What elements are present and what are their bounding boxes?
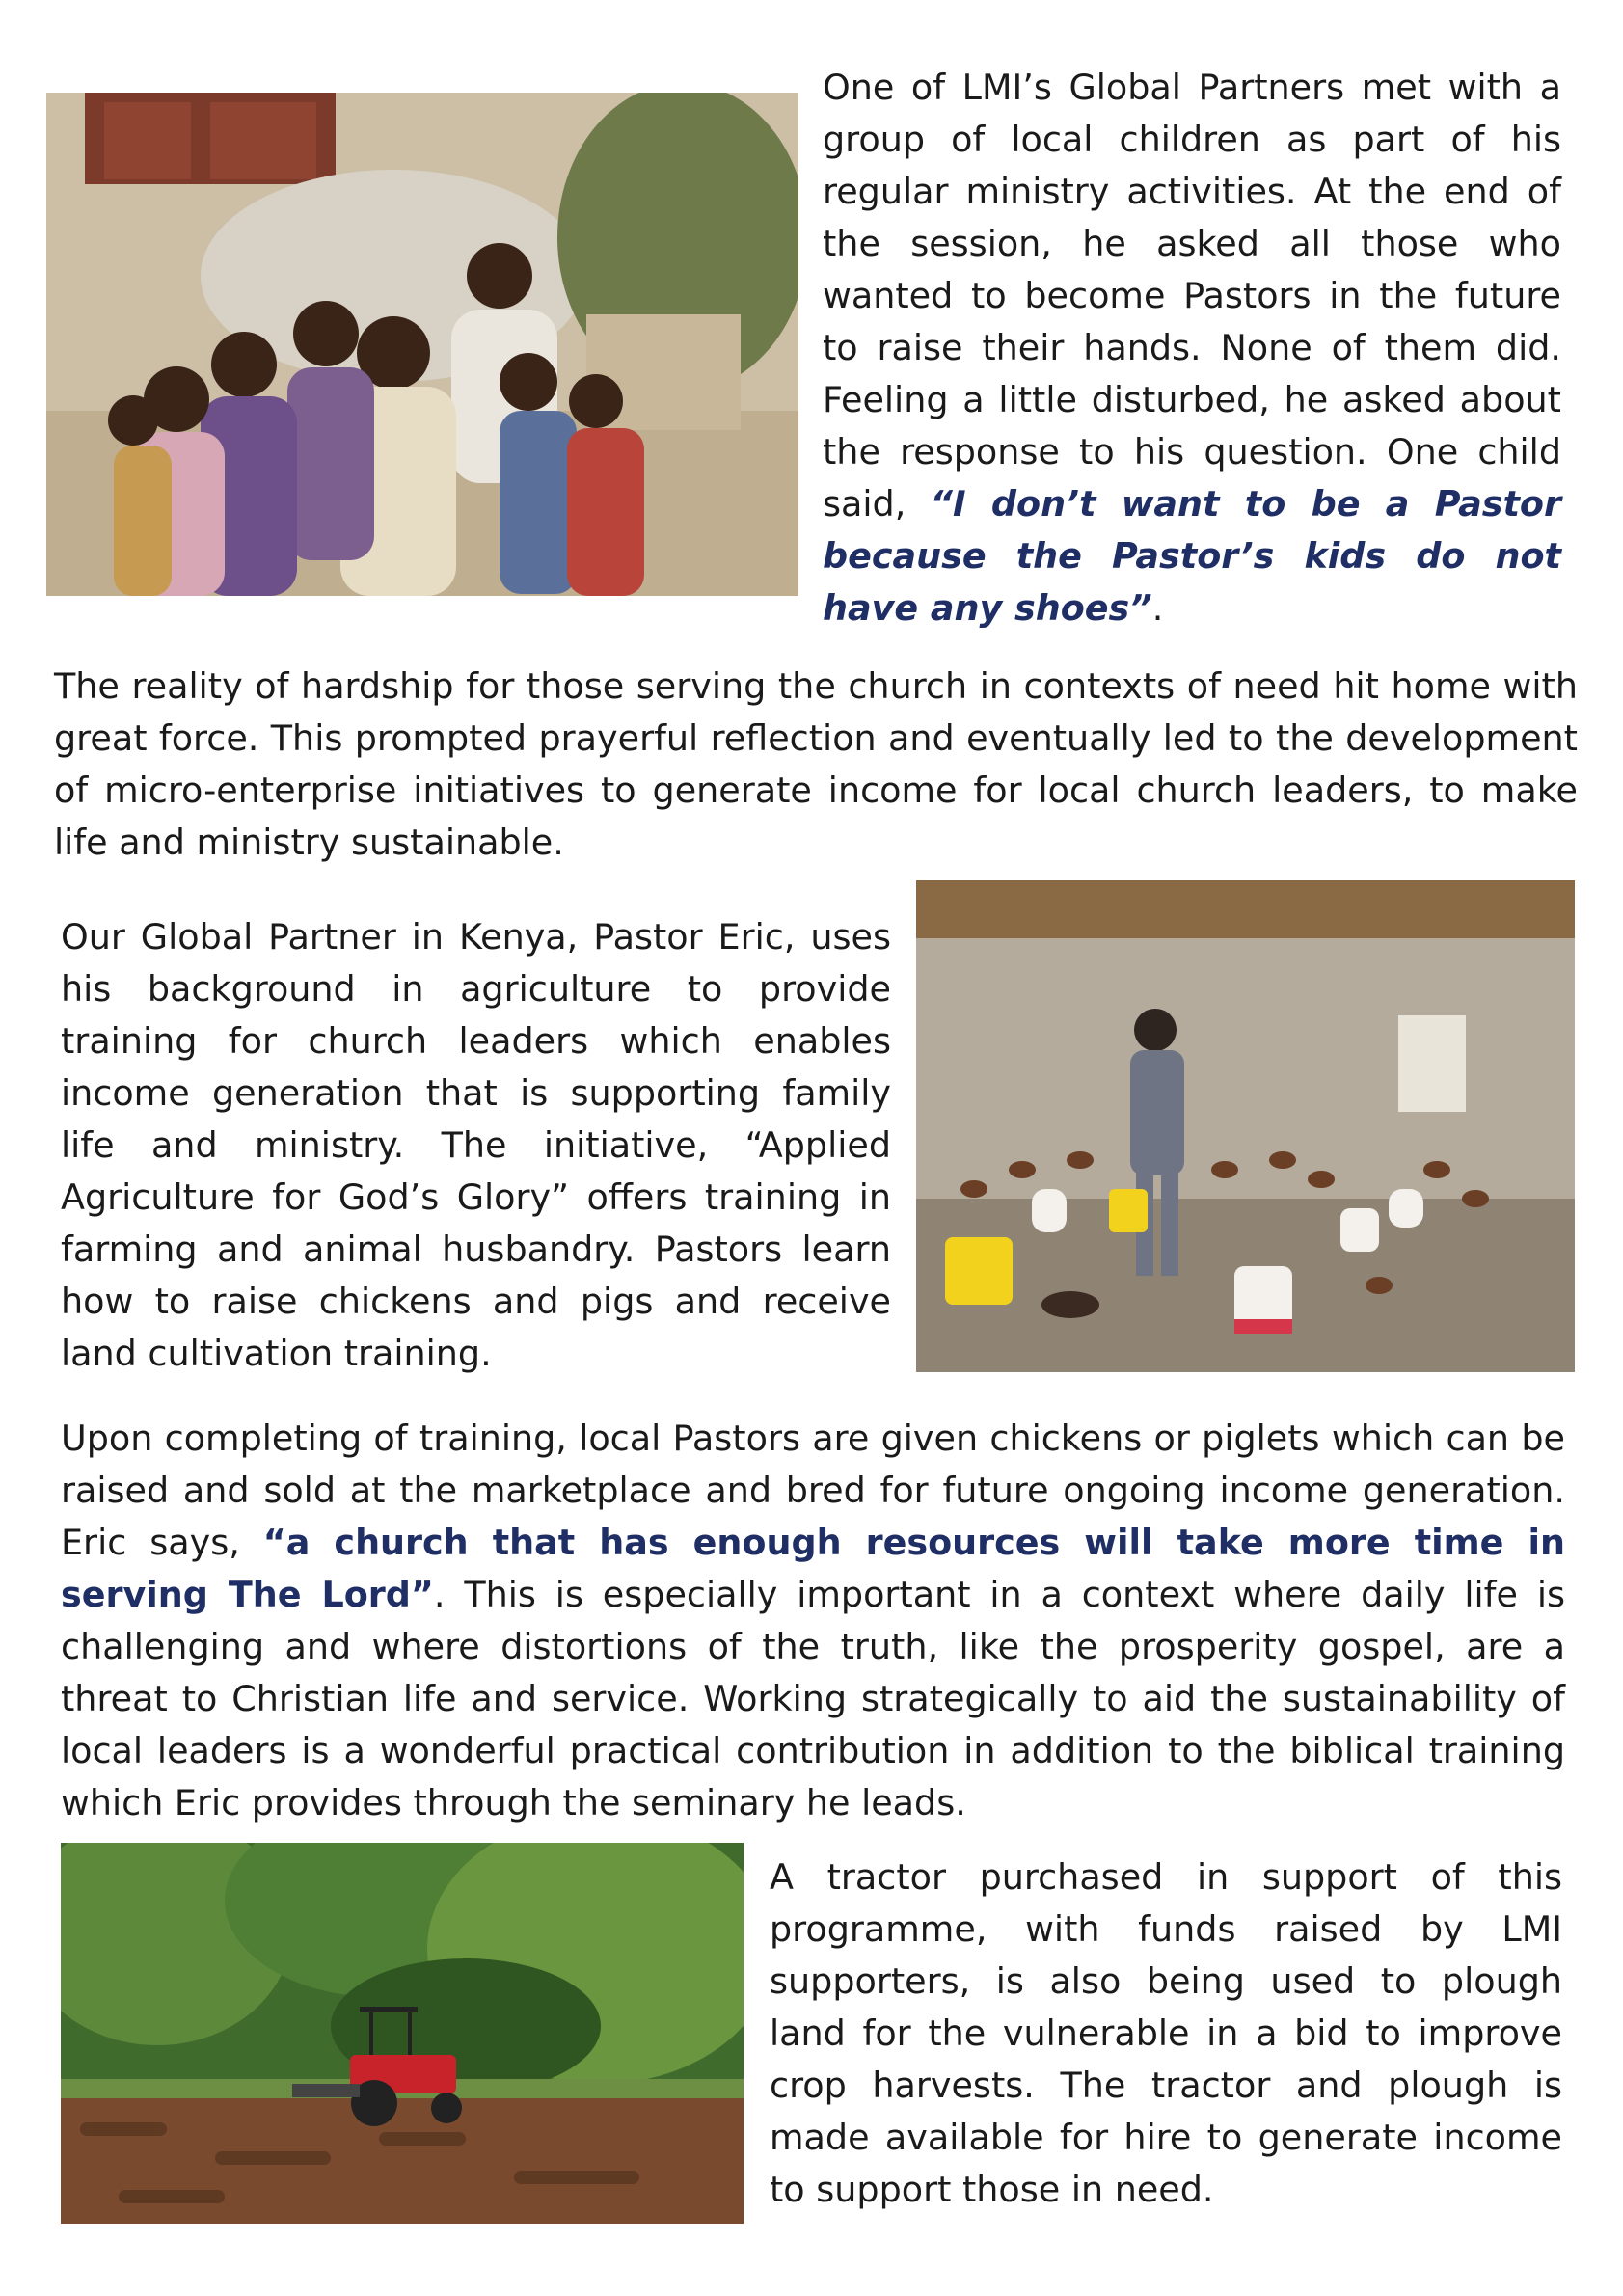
chicken-coop-photo [916,880,1575,1372]
child-quote: “I don’t want to be a Pastor because the Pastor’s kids do not have any shoes” [823,483,1561,629]
training-text-end: . This is especially important in a context where daily life is challenging and where distortions of the truth, like the prosperity gospel, are a threat to Christian life and service. Working strategically to aid the sustainability of local leaders is a wonderful practical contribution in addition to the biblical training which Eric provides through the seminary he leads. [61,1574,1565,1823]
pastor-eric-paragraph: Our Global Partner in Kenya, Pastor Eric, uses his background in agriculture to provide training for church leaders which enables income generation that is supporting family life and ministry. The initiative, “Applied Agriculture for God’s Glory” offers training in farming and animal husbandry. Pastors learn how to raise chickens and pigs and receive land cultivation training. [61,916,891,1374]
hardship-paragraph: The reality of hardship for those serving the church in contexts of need hit home with great force. This prompted prayerful reflection and eventually led to the development of micro-enterprise initiatives to generate income for local church leaders, to make life and ministry sustainable. [54,665,1578,863]
intro-paragraph [823,62,1561,635]
children-photo [46,93,798,596]
intro-text-end: . [1151,587,1164,629]
training-text: Upon completing of training, local Pastors are given chickens or piglets which can be raised and sold at the marketplace and bred for future ongoing income generation. Eric says, [61,1418,1565,1563]
training-paragraph [61,1413,1565,1829]
tractor-paragraph: A tractor purchased in support of this programme, with funds raised by LMI supporters, is also being used to plough land for the vulnerable in a bid to improve crop harvests. The tractor and plough is made available for hire to generate income to support those in need. [770,1856,1562,2210]
tractor-photo [61,1843,744,2224]
intro-text: One of LMI’s Global Partners met with a group of local children as part of his regular ministry activities. At the end of the session, he asked all those who wanted to become Pastors in the future to raise their hands. None of them did. Feeling a little disturbed, he asked about the response to his question. One child said, [823,67,1561,525]
eric-quote: “a church that has enough resources will take more time in serving The Lord” [61,1522,1565,1615]
